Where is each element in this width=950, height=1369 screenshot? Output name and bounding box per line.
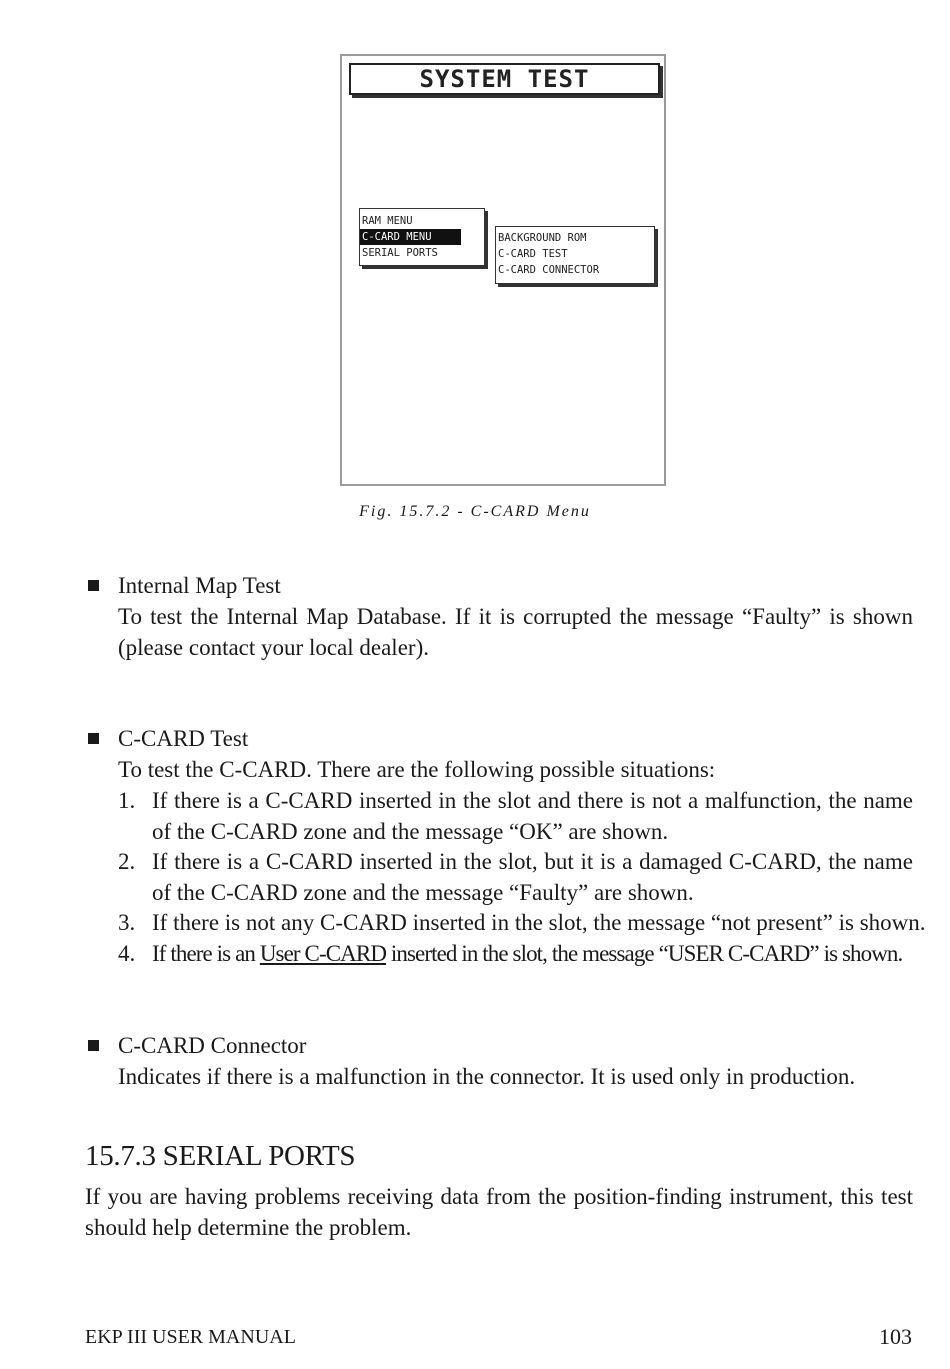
internal-map-desc: To test the Internal Map Database. If it is corrupted the message “Faulty” is shown (please contact your local dealer). [118,604,913,660]
ccard-test-intro: To test the C-CARD. There are the following possible situations: [118,757,716,782]
list-item [118,846,913,908]
system-test-screen [340,54,666,486]
bullet-icon [88,733,99,744]
list-number: 2. [118,849,136,874]
bullet-icon [88,580,99,591]
section-body: If you are having problems receiving data from the position-finding instrument, this test should help determine the problem. [85,1184,913,1240]
submenu-item-background-rom[interactable]: BACKGROUND ROM [498,232,587,244]
list-item [118,785,913,847]
list-text: If there is a C-CARD inserted in the slot, but it is a damaged C-CARD, the name of the C-CARD zone and the message “Faulty” are shown. [152,849,913,905]
section-heading: 15.7.3 SERIAL PORTS [85,1140,356,1172]
menu-item-ram[interactable]: RAM MENU [362,215,413,227]
page-number: 103 [879,1324,912,1349]
footer-manual-title: EKP III USER MANUAL [85,1326,296,1348]
list-text-post: inserted in the slot, the message “USER C-CARD” is shown. [386,941,903,966]
internal-map-title: Internal Map Test [118,573,281,598]
menu-item-serial-ports[interactable]: SERIAL PORTS [362,247,438,259]
list-item [118,938,913,969]
submenu-item-ccard-connector[interactable]: C-CARD CONNECTOR [498,264,600,276]
figure-caption: Fig. 15.7.2 - C-CARD Menu [359,503,591,520]
list-text: If there is not any C-CARD inserted in the slot, the message “not present” is shown. [152,910,926,935]
list-number: 4. [118,941,136,966]
list-item [118,907,926,938]
ccard-test-title: C-CARD Test [118,726,249,751]
ccard-connector-desc: Indicates if there is a malfunction in the connector. It is used only in production. [118,1064,856,1089]
list-text: If there is a C-CARD inserted in the slot and there is not a malfunction, the name of the C-CARD zone and the message “OK” are shown. [152,788,913,844]
bullet-icon [88,1040,99,1051]
list-number: 1. [118,788,136,813]
menu-item-ccard[interactable]: C-CARD MENU [360,229,461,245]
left-menu [359,208,485,266]
list-number: 3. [118,910,136,935]
user-ccard-link[interactable]: User C-CARD [259,941,387,966]
screen-title: SYSTEM TEST [349,63,660,95]
list-text-pre: If there is an [152,941,260,966]
ccard-connector-title: C-CARD Connector [118,1033,307,1058]
submenu-item-ccard-test[interactable]: C-CARD TEST [498,248,568,260]
right-submenu [495,226,655,284]
list-text [152,938,913,969]
